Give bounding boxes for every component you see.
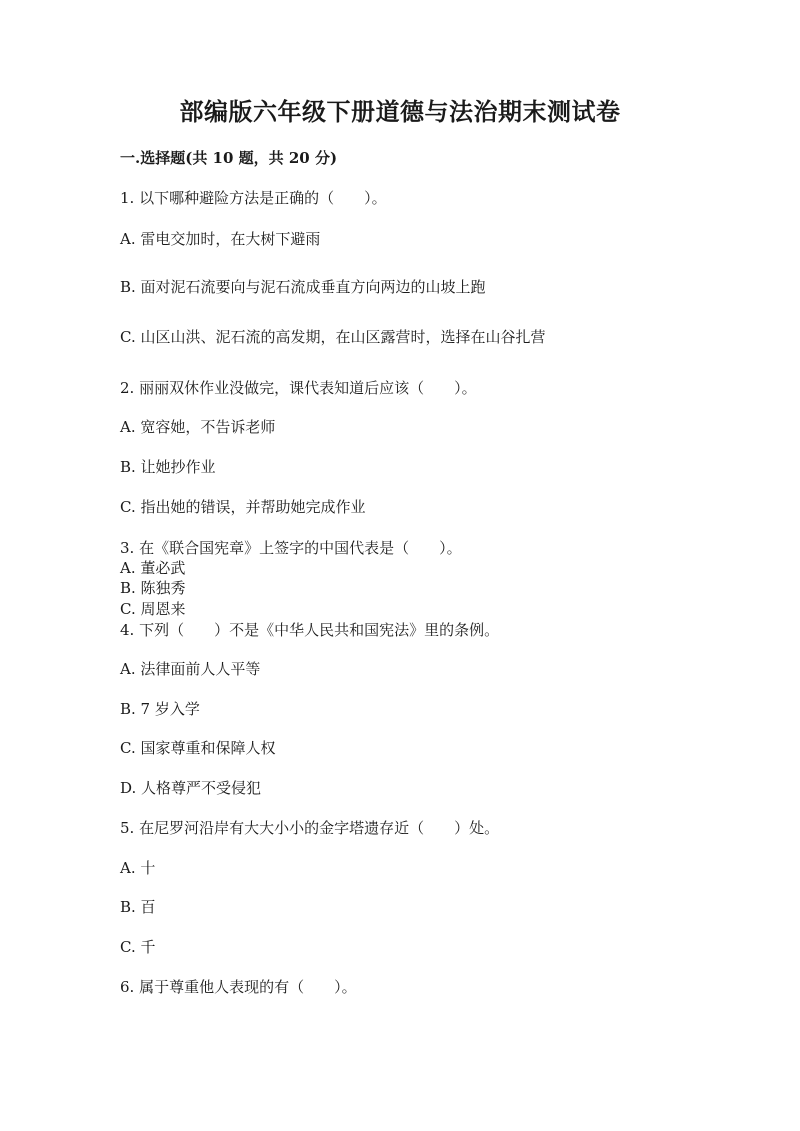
- question-1-stem: 1. 以下哪种避险方法是正确的（ ）。: [120, 189, 387, 207]
- question-1-option-b: B. 面对泥石流要向与泥石流成垂直方向两边的山坡上跑: [120, 278, 486, 296]
- question-3-option-c: C. 周恩来: [120, 600, 186, 618]
- question-5-stem: 5. 在尼罗河沿岸有大大小小的金字塔遗存近（ ）处。: [120, 819, 500, 837]
- question-2-option-c: C. 指出她的错误，并帮助她完成作业: [120, 498, 366, 516]
- question-4-option-a: A. 法律面前人人平等: [120, 660, 261, 678]
- page-title: 部编版六年级下册道德与法治期末测试卷: [179, 97, 621, 126]
- question-3-stem: 3. 在《联合国宪章》上签字的中国代表是（ ）。: [120, 539, 462, 557]
- question-2-option-a: A. 宽容她，不告诉老师: [120, 418, 276, 436]
- question-4-option-d: D. 人格尊严不受侵犯: [120, 779, 262, 797]
- question-4-option-b: B. 7 岁入学: [120, 700, 200, 718]
- question-4-option-c: C. 国家尊重和保障人权: [120, 739, 276, 757]
- question-3-option-a: A. 董必武: [120, 559, 186, 577]
- question-4-stem: 4. 下列（ ）不是《中华人民共和国宪法》里的条例。: [120, 621, 500, 639]
- question-1-option-a: A. 雷电交加时，在大树下避雨: [120, 230, 321, 248]
- question-3-option-b: B. 陈独秀: [120, 579, 186, 597]
- question-6-stem: 6. 属于尊重他人表现的有（ ）。: [120, 978, 357, 996]
- question-1-option-c: C. 山区山洪、泥石流的高发期，在山区露营时，选择在山谷扎营: [120, 328, 546, 346]
- question-5-option-c: C. 千: [120, 938, 156, 956]
- question-5-option-a: A. 十: [120, 859, 156, 877]
- question-2-option-b: B. 让她抄作业: [120, 458, 216, 476]
- question-5-option-b: B. 百: [120, 898, 156, 916]
- section-heading: 一.选择题(共 10 题，共 20 分): [120, 149, 338, 167]
- question-2-stem: 2. 丽丽双休作业没做完，课代表知道后应该（ ）。: [120, 379, 477, 397]
